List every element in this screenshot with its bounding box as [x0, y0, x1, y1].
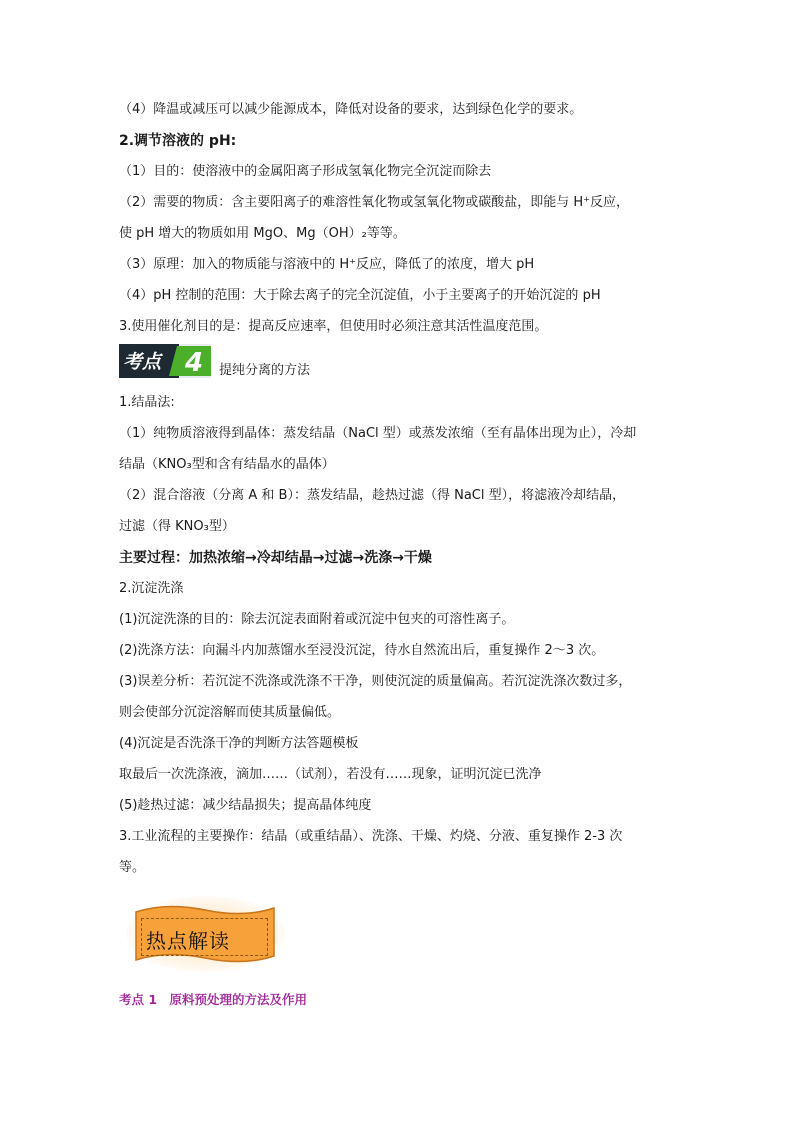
text-line: （3）原理：加入的物质能与溶液中的 H⁺反应，降低了的浓度，增大 pH	[119, 257, 535, 272]
text-line: 则会使部分沉淀溶解而使其质量偏低。	[119, 705, 341, 720]
heading-ph: 2.调节溶液的 pH:	[119, 133, 237, 149]
text-line: （1）纯物质溶液得到晶体：蒸发结晶（NaCl 型）或蒸发浓缩（至有晶体出现为止），冷却	[119, 426, 637, 441]
text-line: 结晶（KNO₃型和含有结晶水的晶体）	[119, 457, 335, 472]
text-line: （2）混合溶液（分离 A 和 B）：蒸发结晶，趁热过滤（得 NaCl 型），将滤液冷却结晶，	[119, 488, 626, 503]
badge-text: 考点	[123, 351, 162, 373]
text-line: (3)误差分析：若沉淀不洗涤或洗涤不干净，则使沉淀的质量偏高。若沉淀洗涤次数过多，	[119, 674, 632, 689]
text-line: （2）需要的物质：含主要阳离子的难溶性氧化物或氢氧化物或碳酸盐，即能与 H⁺反应，	[119, 195, 630, 210]
text-line: 等。	[119, 860, 146, 875]
text-line: （4）降温或减压可以减少能源成本，降低对设备的要求，达到绿色化学的要求。	[119, 102, 583, 117]
text-line: 取最后一次洗涤液，滴加……（试剂），若没有……现象，证明沉淀已洗净	[119, 767, 542, 782]
text-line: 1.结晶法:	[119, 395, 175, 410]
ribbon-text: 热点解读	[146, 929, 230, 953]
section-title: 考点 1 原料预处理的方法及作用	[119, 992, 308, 1007]
text-line: （4）pH 控制的范围：大于除去离子的完全沉淀值，小于主要离子的开始沉淀的 pH	[119, 288, 601, 303]
badge-number: 4	[185, 348, 204, 378]
main-process: 主要过程：加热浓缩→冷却结晶→过滤→洗涤→干燥	[119, 550, 432, 566]
text-line: (2)洗涤方法：向漏斗内加蒸馏水至浸没沉淀，待水自然流出后，重复操作 2～3 次。	[119, 643, 605, 658]
badge-label: 提纯分离的方法	[219, 363, 311, 378]
text-line: (4)沉淀是否洗涤干净的判断方法答题模板	[119, 736, 359, 751]
text-line: 使 pH 增大的物质如用 MgO、Mg（OH）₂等等。	[119, 226, 406, 241]
text-line: 3.工业流程的主要操作：结晶（或重结晶）、洗涤、干燥、灼烧、分液、重复操作 2-3 次	[119, 829, 623, 844]
kaodian-4-badge-icon	[119, 344, 211, 378]
text-line: 过滤（得 KNO₃型）	[119, 519, 235, 534]
text-line: (1)沉淀洗涤的目的：除去沉淀表面附着或沉淀中包夹的可溶性离子。	[119, 612, 515, 627]
text-line: (5)趁热过滤：减少结晶损失；提高晶体纯度	[119, 798, 372, 813]
text-line: 3.使用催化剂目的是：提高反应速率，但使用时必须注意其活性温度范围。	[119, 319, 548, 334]
text-line: （1）目的：使溶液中的金属阳离子形成氢氧化物完全沉淀而除去	[119, 164, 492, 179]
text-line: 2.沉淀洗涤	[119, 581, 184, 596]
